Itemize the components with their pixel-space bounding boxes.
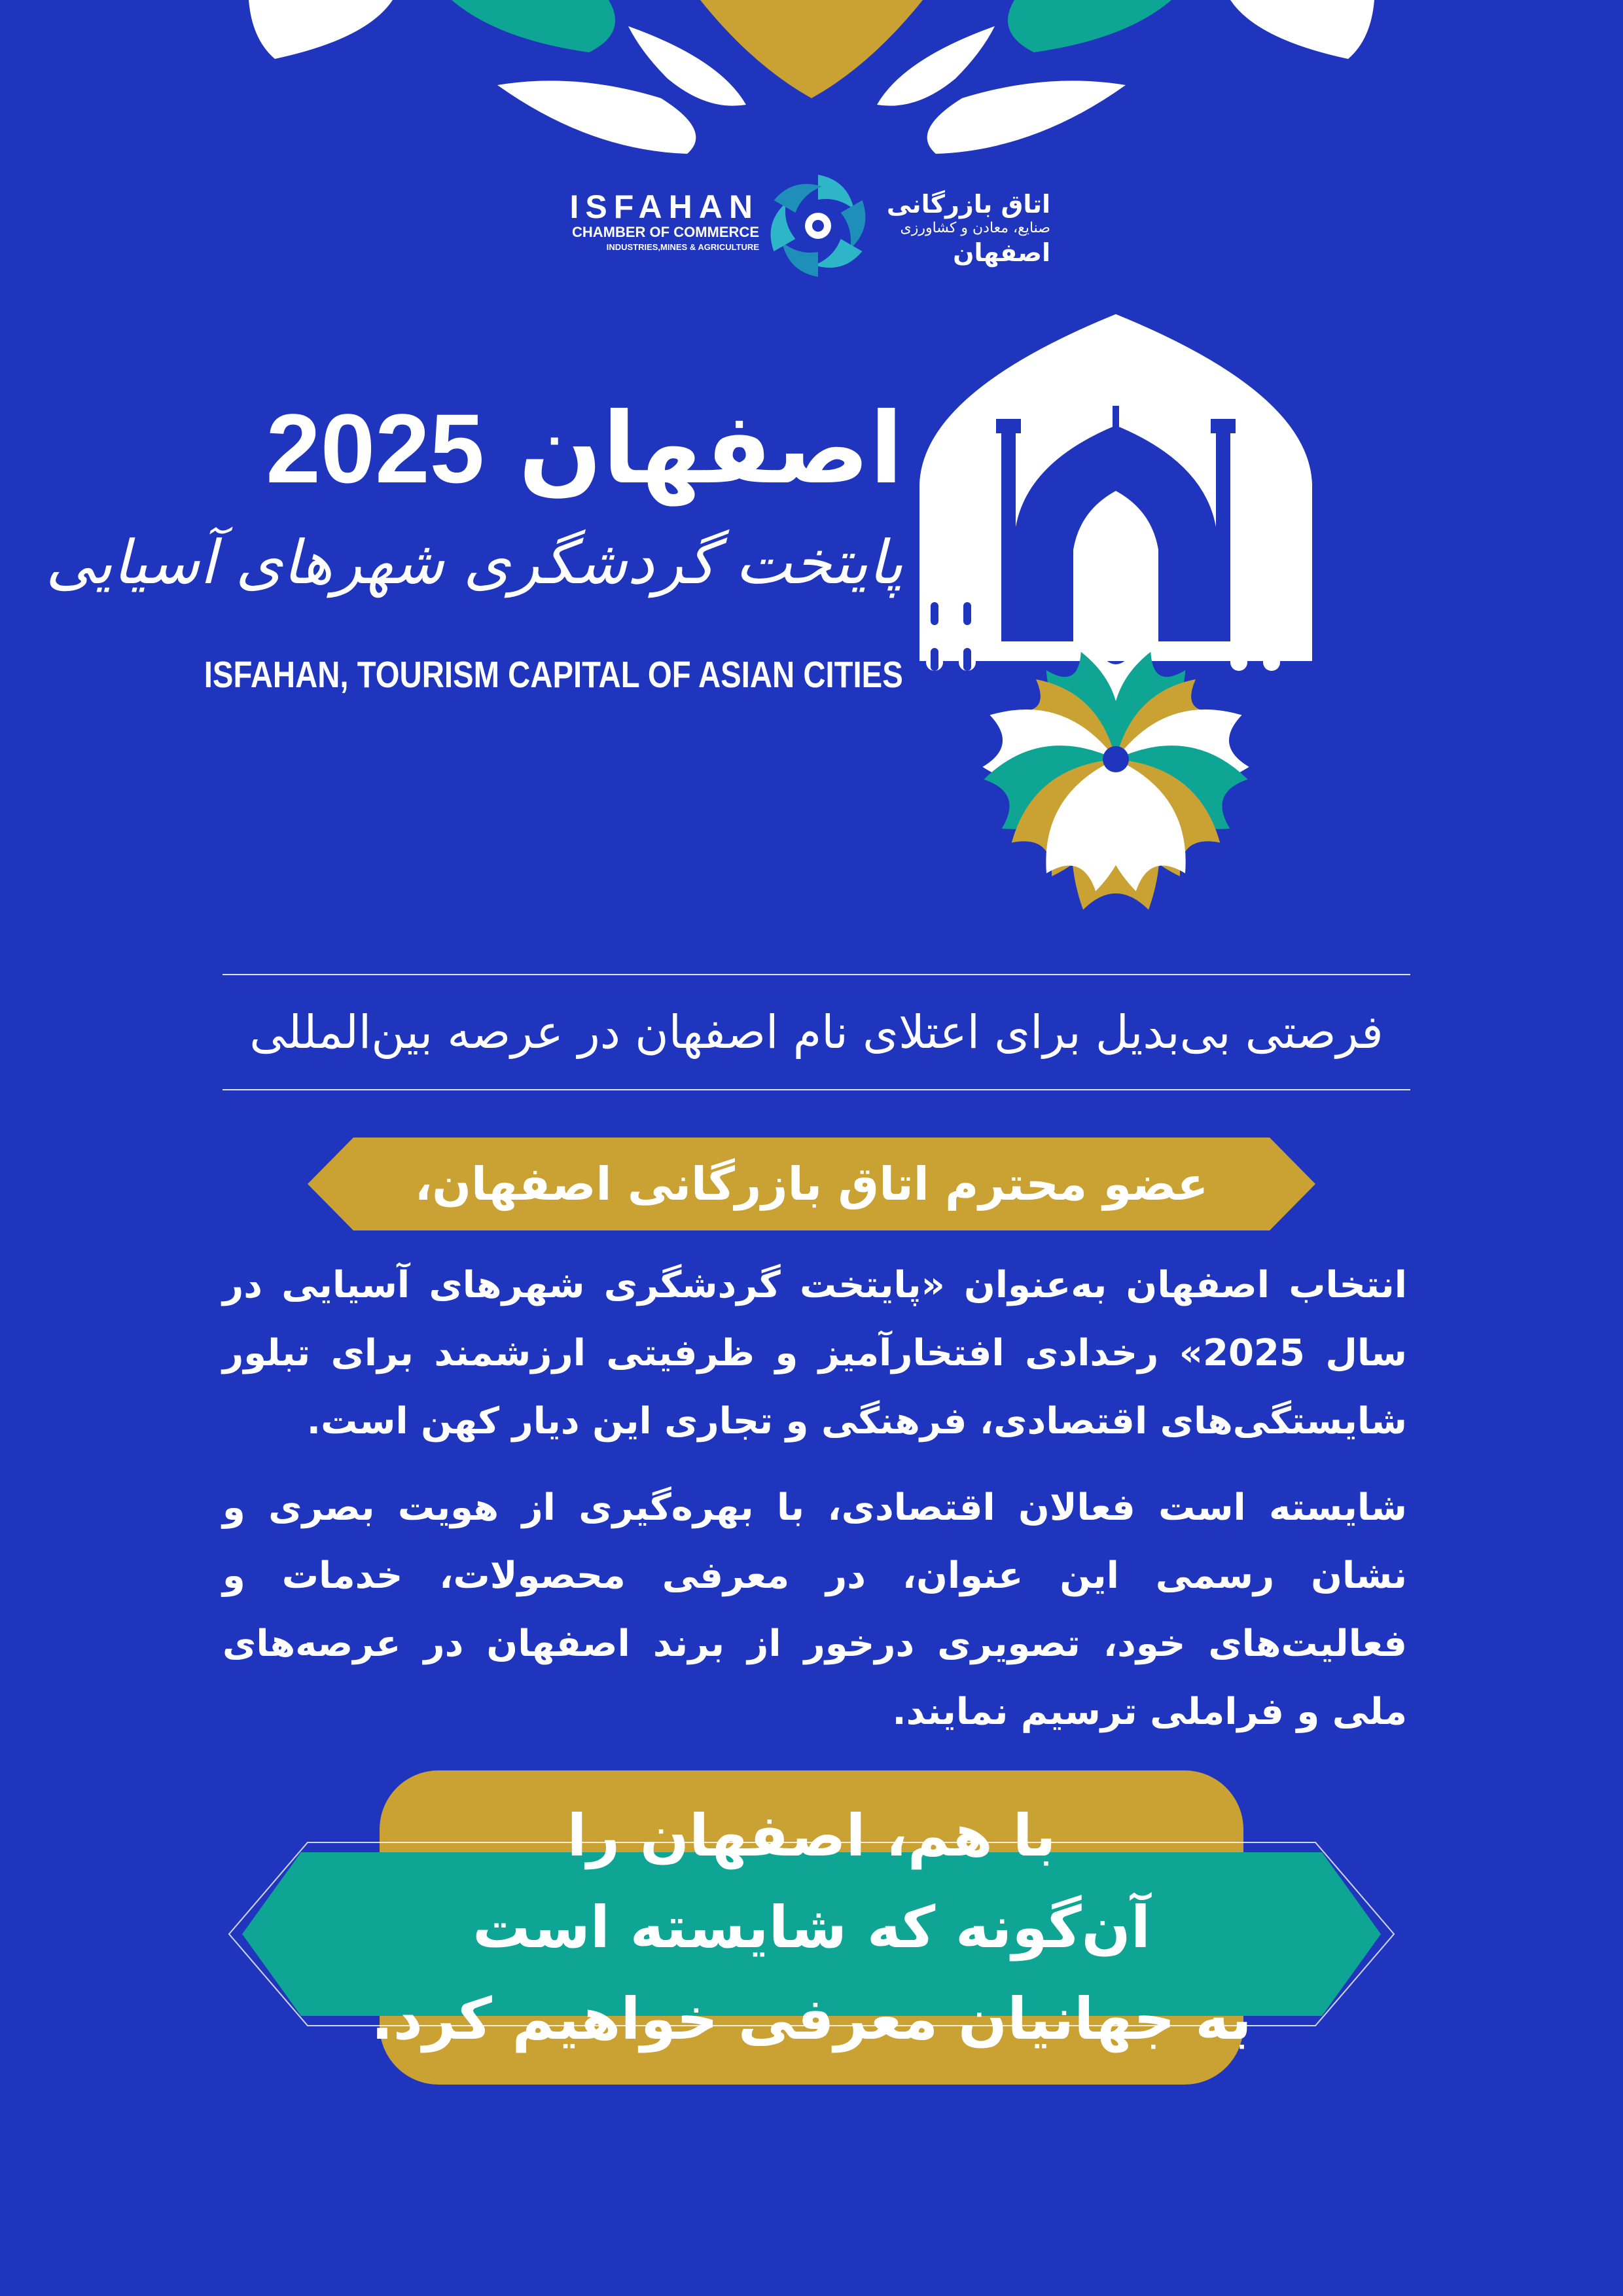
mosque-dome-flower-icon — [812, 314, 1427, 956]
chamber-name-fa: اتاق بازرگانی — [886, 190, 1050, 219]
chamber-logo-english — [563, 190, 759, 254]
spiral-rosette-icon — [762, 170, 874, 281]
body-paragraph-2: شایسته است فعالان اقتصادی، با بهره‌گیری از هویت بصری و نشان رسمی این عنوان، در معرفی محصولات، خدمات و فعالیت‌های خود، تصویری درخور از برند اصفهان در عرصه‌های ملی و فراملی ترسیم نمایند. — [223, 1486, 1407, 1733]
chamber-sectors-fa: صنایع، معادن و کشاورزی — [900, 220, 1050, 236]
chamber-sectors-en: INDUSTRIES,MINES & AGRICULTURE — [606, 242, 759, 252]
greeting-banner — [308, 1138, 1315, 1230]
title-block — [45, 392, 903, 707]
page-title — [266, 393, 903, 505]
chamber-logo — [563, 164, 1060, 288]
top-rosette-decoration — [0, 0, 1623, 170]
closing-callout — [223, 1770, 1400, 2085]
tagline: فرصتی بی‌بدیل برای اعتلای نام اصفهان در عرصه بین‌المللی — [249, 1005, 1383, 1059]
title-english: ISFAHAN, TOURISM CAPITAL OF ASIAN CITIES — [204, 654, 903, 696]
chamber-city-fa: اصفهان — [953, 238, 1050, 267]
closing-line-3: به جهانیان معرفی خواهیم کرد. — [371, 1985, 1252, 2053]
tagline-box — [223, 974, 1410, 1090]
closing-line-1: با هم، اصفهان را — [567, 1802, 1056, 1869]
chamber-subname-en: CHAMBER OF COMMERCE — [572, 224, 759, 240]
chamber-name-en: ISFAHAN — [569, 188, 759, 225]
title-city-fa: اصفهان — [518, 392, 903, 506]
closing-line-2: آن‌گونه که شایسته است — [473, 1893, 1150, 1961]
body-paragraph-1: انتخاب اصفهان به‌عنوان «پایتخت گردشگری شهرهای آسیایی در سال 2025» رخدادی افتخارآمیز و ظرفیتی ارزشمند برای تبلور شایستگی‌های اقتصادی، فرهنگی و تجاری این دیار کهن است. — [223, 1264, 1407, 1443]
greeting-text: عضو محترم اتاق بازرگانی اصفهان، — [414, 1157, 1209, 1211]
title-year: 2025 — [266, 393, 485, 503]
chamber-logo-persian — [880, 190, 1050, 267]
page-subtitle: پایتخت گردشگری شهرهای آسیایی — [45, 528, 903, 598]
